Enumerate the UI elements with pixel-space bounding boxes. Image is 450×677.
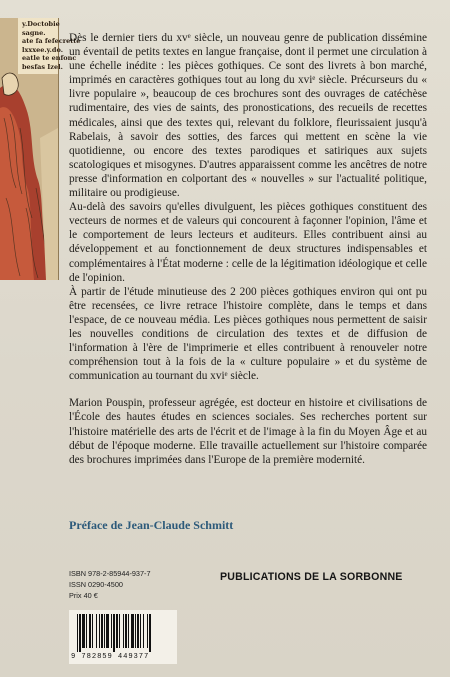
barcode-bar bbox=[77, 614, 78, 652]
barcode-bar bbox=[79, 614, 81, 652]
barcode-bar bbox=[149, 614, 151, 652]
barcode-bar bbox=[82, 614, 85, 648]
barcode-bar bbox=[111, 614, 112, 648]
blurb-text bbox=[69, 31, 427, 467]
barcode-bar bbox=[147, 614, 148, 648]
woodcut-caption bbox=[22, 20, 81, 71]
barcode-bar bbox=[128, 614, 129, 648]
barcode-bar bbox=[101, 614, 103, 648]
barcode-bar bbox=[131, 614, 134, 648]
woodcut-line: y.Doctobie bbox=[22, 20, 60, 28]
isbn-number: ISBN 978-2-85944-937-7 bbox=[69, 569, 151, 578]
barcode-bar bbox=[135, 614, 136, 648]
barcode-bar bbox=[137, 614, 139, 648]
barcode bbox=[69, 610, 177, 664]
barcode-bar bbox=[123, 614, 124, 648]
price: Prix 40 € bbox=[69, 591, 98, 600]
blurb-paragraph-knowledge: Au-delà des savoirs qu'elles divulguent, les pièces gothiques constituent des vecteurs de normes et de valeurs qui concourent à façonner l'opinion, l'âme et le comportement de leurs lecteurs et auditeurs. Elles contribuent ainsi au développement et au fonctionnement de deux structures indispensables et complémentaires à l'État moderne : celle de la légitimation idéologique et celle de l'opinion. bbox=[69, 201, 427, 284]
woodcut-line: sagne. bbox=[22, 28, 46, 37]
barcode-bar bbox=[113, 614, 115, 652]
isbn-info bbox=[69, 568, 151, 601]
barcode-bar bbox=[116, 614, 118, 648]
barcode-bar bbox=[140, 614, 141, 648]
barcode-bar bbox=[89, 614, 91, 648]
blurb-paragraph-intro: Dès le dernier tiers du xvᵉ siècle, un nouveau genre de publication dissémine un éventail de petits textes en langue française, dont il permet une circulation à une échelle inédite : les pièces gothiques. Ce sont des livrets à bon marché, imprimés en caractères gothiques tout au long du xviᵉ siècle. Précurseurs du « livre populaire », beaucoup de ces brochures sont des ouvrages de catéchèse rudimentaire, des vies de saints, des pronostications, des recueils de recettes médicales, ainsi que des textes qui, relevant du folklore, fleurissaient jusqu'à Rabelais, à savoir des sotties, des farces qui mettent en scène la vie quotidienne, ou encore des textes parodiques et satiriques aux sujets scatologiques et misogynes. D'autres apparaissent comme les ancêtres de notre presse d'information en colportant des « nouvelles » sur l'actualité politique, militaire ou prodigieuse. bbox=[69, 32, 427, 200]
barcode-bar bbox=[106, 614, 109, 648]
woodcut-line: eatle te enfonc bbox=[22, 54, 77, 62]
woodcut-line: lxxxee.y.do. bbox=[22, 45, 63, 54]
woodcut-line: besfas Izel. bbox=[22, 62, 63, 71]
barcode-bar bbox=[104, 614, 105, 648]
preface-credit: Préface de Jean-Claude Schmitt bbox=[69, 518, 234, 532]
author-biography: Marion Pouspin, professeur agrégée, est docteur en histoire et civilisations de l'École des hautes études en sciences sociales. Ses recherches portent sur l'histoire matérielle des arts de l'écrit et de l'image à la fin du Moyen Âge et au début de l'époque moderne. Elle travaille actuellement sur l'histoire comparée des brochures imprimées dans l'Europe de la première modernité. bbox=[69, 397, 427, 466]
woodcut-line: ate fa fefecrette bbox=[22, 37, 81, 45]
barcode-bar bbox=[119, 614, 120, 648]
barcode-bar bbox=[92, 614, 93, 648]
barcode-number: 9 782859 449377 bbox=[71, 653, 150, 661]
barcode-bars-icon bbox=[75, 614, 171, 652]
barcode-bar bbox=[143, 614, 144, 648]
barcode-bar bbox=[99, 614, 100, 648]
barcode-bar bbox=[96, 614, 97, 648]
barcode-bar bbox=[125, 614, 127, 648]
issn-number: ISSN 0290-4500 bbox=[69, 580, 123, 589]
blurb-paragraph-study: À partir de l'étude minutieuse des 2 200 pièces gothiques environ qui ont pu être recensées, ce livre retrace l'histoire complète, dans le temps et dans l'espace, de ce nouveau média. Les pièces gothiques nous permettent de saisir les nouvelles conditions de circulation des textes et de diffusion de l'information à l'ère de l'imprimerie et elles contribuent à renouveler notre compréhension tout à la fois de la « culture populaire » et du système de communication au tournant du xviᵉ siècle. bbox=[69, 285, 427, 383]
publisher-name: PUBLICATIONS DE LA SORBONNE bbox=[220, 571, 403, 583]
woodcut-illustration bbox=[0, 18, 81, 280]
barcode-bar bbox=[86, 614, 87, 648]
